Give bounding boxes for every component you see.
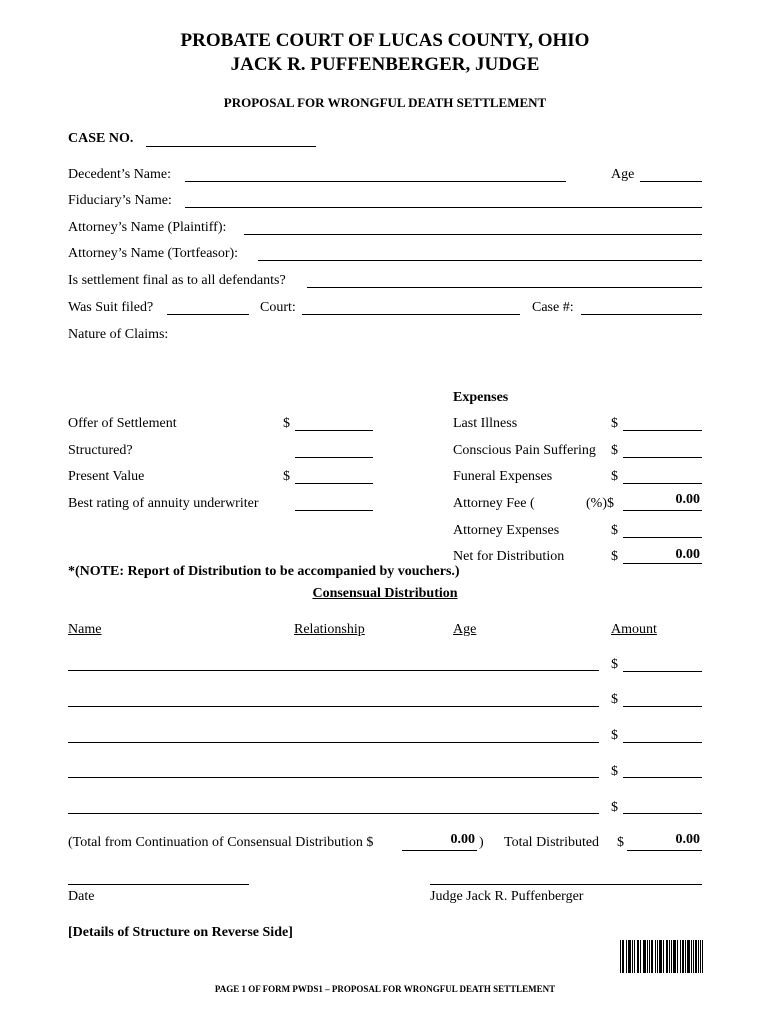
offer-label: Offer of Settlement [68,416,177,431]
total-continuation-close: ) [479,835,484,850]
date-field[interactable] [68,884,249,885]
best-rating-label: Best rating of annuity underwriter [68,496,259,511]
distribution-dollar: $ [611,764,618,779]
structured-label: Structured? [68,443,133,458]
case-no-field[interactable] [146,146,316,147]
last-illness-label: Last Illness [453,416,518,431]
total-distributed-dollar: $ [617,835,624,850]
distribution-amount-field[interactable] [623,742,702,743]
last-illness-dollar: $ [611,416,618,431]
distribution-amount-field[interactable] [623,671,702,672]
decedent-name-label: Decedent’s Name: [68,167,172,182]
judge-title: JACK R. PUFFENBERGER, JUDGE [230,54,540,75]
structured-field[interactable] [295,457,373,458]
total-continuation-value: 0.00 [450,832,475,847]
distribution-amount-field[interactable] [623,813,702,814]
offer-field[interactable] [295,430,373,431]
settlement-final-field[interactable] [307,287,702,288]
attorney-fee-field[interactable] [623,510,702,511]
attorney-fee-value: 0.00 [675,492,700,507]
distribution-dollar: $ [611,800,618,815]
distribution-amount-field[interactable] [623,706,702,707]
consensual-distribution-heading: Consensual Distribution [312,586,458,601]
case-num-field[interactable] [581,314,702,315]
distribution-dollar: $ [611,657,618,672]
net-distribution-field[interactable] [623,563,702,564]
net-distribution-dollar: $ [611,549,618,564]
present-value-field[interactable] [295,483,373,484]
distribution-amount-field[interactable] [623,777,702,778]
distribution-name-field[interactable] [68,813,599,814]
total-distributed-field[interactable] [627,850,702,851]
attorney-fee-label: Attorney Fee ( [453,496,535,511]
attorney-tortfeasor-label: Attorney’s Name (Tortfeasor): [68,246,239,261]
total-distributed-label: Total Distributed [504,835,600,850]
present-value-dollar: $ [283,469,290,484]
net-distribution-label: Net for Distribution [453,549,565,564]
col-amount-header: Amount [611,622,657,637]
decedent-name-field[interactable] [185,181,566,182]
details-structure-note: [Details of Structure on Reverse Side] [68,925,293,940]
distribution-dollar: $ [611,728,618,743]
attorney-tortfeasor-field[interactable] [258,260,702,261]
total-distributed-value: 0.00 [675,832,700,847]
expenses-heading: Expenses [453,390,509,405]
suit-filed-label: Was Suit filed? [68,300,154,315]
nature-of-claims-label: Nature of Claims: [68,327,169,342]
last-illness-field[interactable] [623,430,702,431]
form-title: PROPOSAL FOR WRONGFUL DEATH SETTLEMENT [223,95,547,110]
funeral-field[interactable] [623,483,702,484]
date-label: Date [68,889,95,904]
col-relationship-header: Relationship [294,622,365,637]
attorney-expenses-label: Attorney Expenses [453,523,560,538]
distribution-name-field[interactable] [68,706,599,707]
attorney-plaintiff-field[interactable] [244,234,702,235]
conscious-pain-label: Conscious Pain Suffering [453,443,596,458]
best-rating-field[interactable] [295,510,373,511]
col-age-header: Age [453,622,477,637]
distribution-name-field[interactable] [68,777,599,778]
distribution-dollar: $ [611,692,618,707]
total-continuation-field[interactable] [402,850,477,851]
offer-dollar: $ [283,416,290,431]
court-field[interactable] [302,314,520,315]
fiduciary-name-label: Fiduciary’s Name: [68,193,172,208]
attorney-fee-percent: (%)$ [586,496,614,511]
settlement-final-label: Is settlement final as to all defendants? [68,273,286,288]
attorney-expenses-dollar: $ [611,523,618,538]
suit-filed-field[interactable] [167,314,249,315]
court-title: PROBATE COURT OF LUCAS COUNTY, OHIO [180,30,590,51]
attorney-expenses-field[interactable] [623,537,702,538]
judge-signature-field[interactable] [430,884,702,885]
distribution-name-field[interactable] [68,742,599,743]
conscious-pain-field[interactable] [623,457,702,458]
barcode-icon [620,940,703,973]
fiduciary-name-field[interactable] [185,207,702,208]
age-label: Age [611,167,635,182]
page-footer: PAGE 1 OF FORM PWDS1 – PROPOSAL FOR WRONGFUL DEATH SETTLEMENT [214,984,556,994]
distribution-name-field[interactable] [68,670,599,671]
case-no-label: CASE NO. [68,131,134,146]
age-field[interactable] [640,181,702,182]
judge-signature-label: Judge Jack R. Puffenberger [430,889,584,904]
funeral-dollar: $ [611,469,618,484]
conscious-pain-dollar: $ [611,443,618,458]
net-distribution-value: 0.00 [675,547,700,562]
court-label: Court: [260,300,296,315]
col-name-header: Name [68,622,102,637]
attorney-plaintiff-label: Attorney’s Name (Plaintiff): [68,220,227,235]
funeral-label: Funeral Expenses [453,469,553,484]
total-continuation-label: (Total from Continuation of Consensual Distribution $ [68,835,374,850]
case-num-label: Case #: [532,300,574,315]
vouchers-note: *(NOTE: Report of Distribution to be accompanied by vouchers.) [68,564,460,579]
present-value-label: Present Value [68,469,145,484]
